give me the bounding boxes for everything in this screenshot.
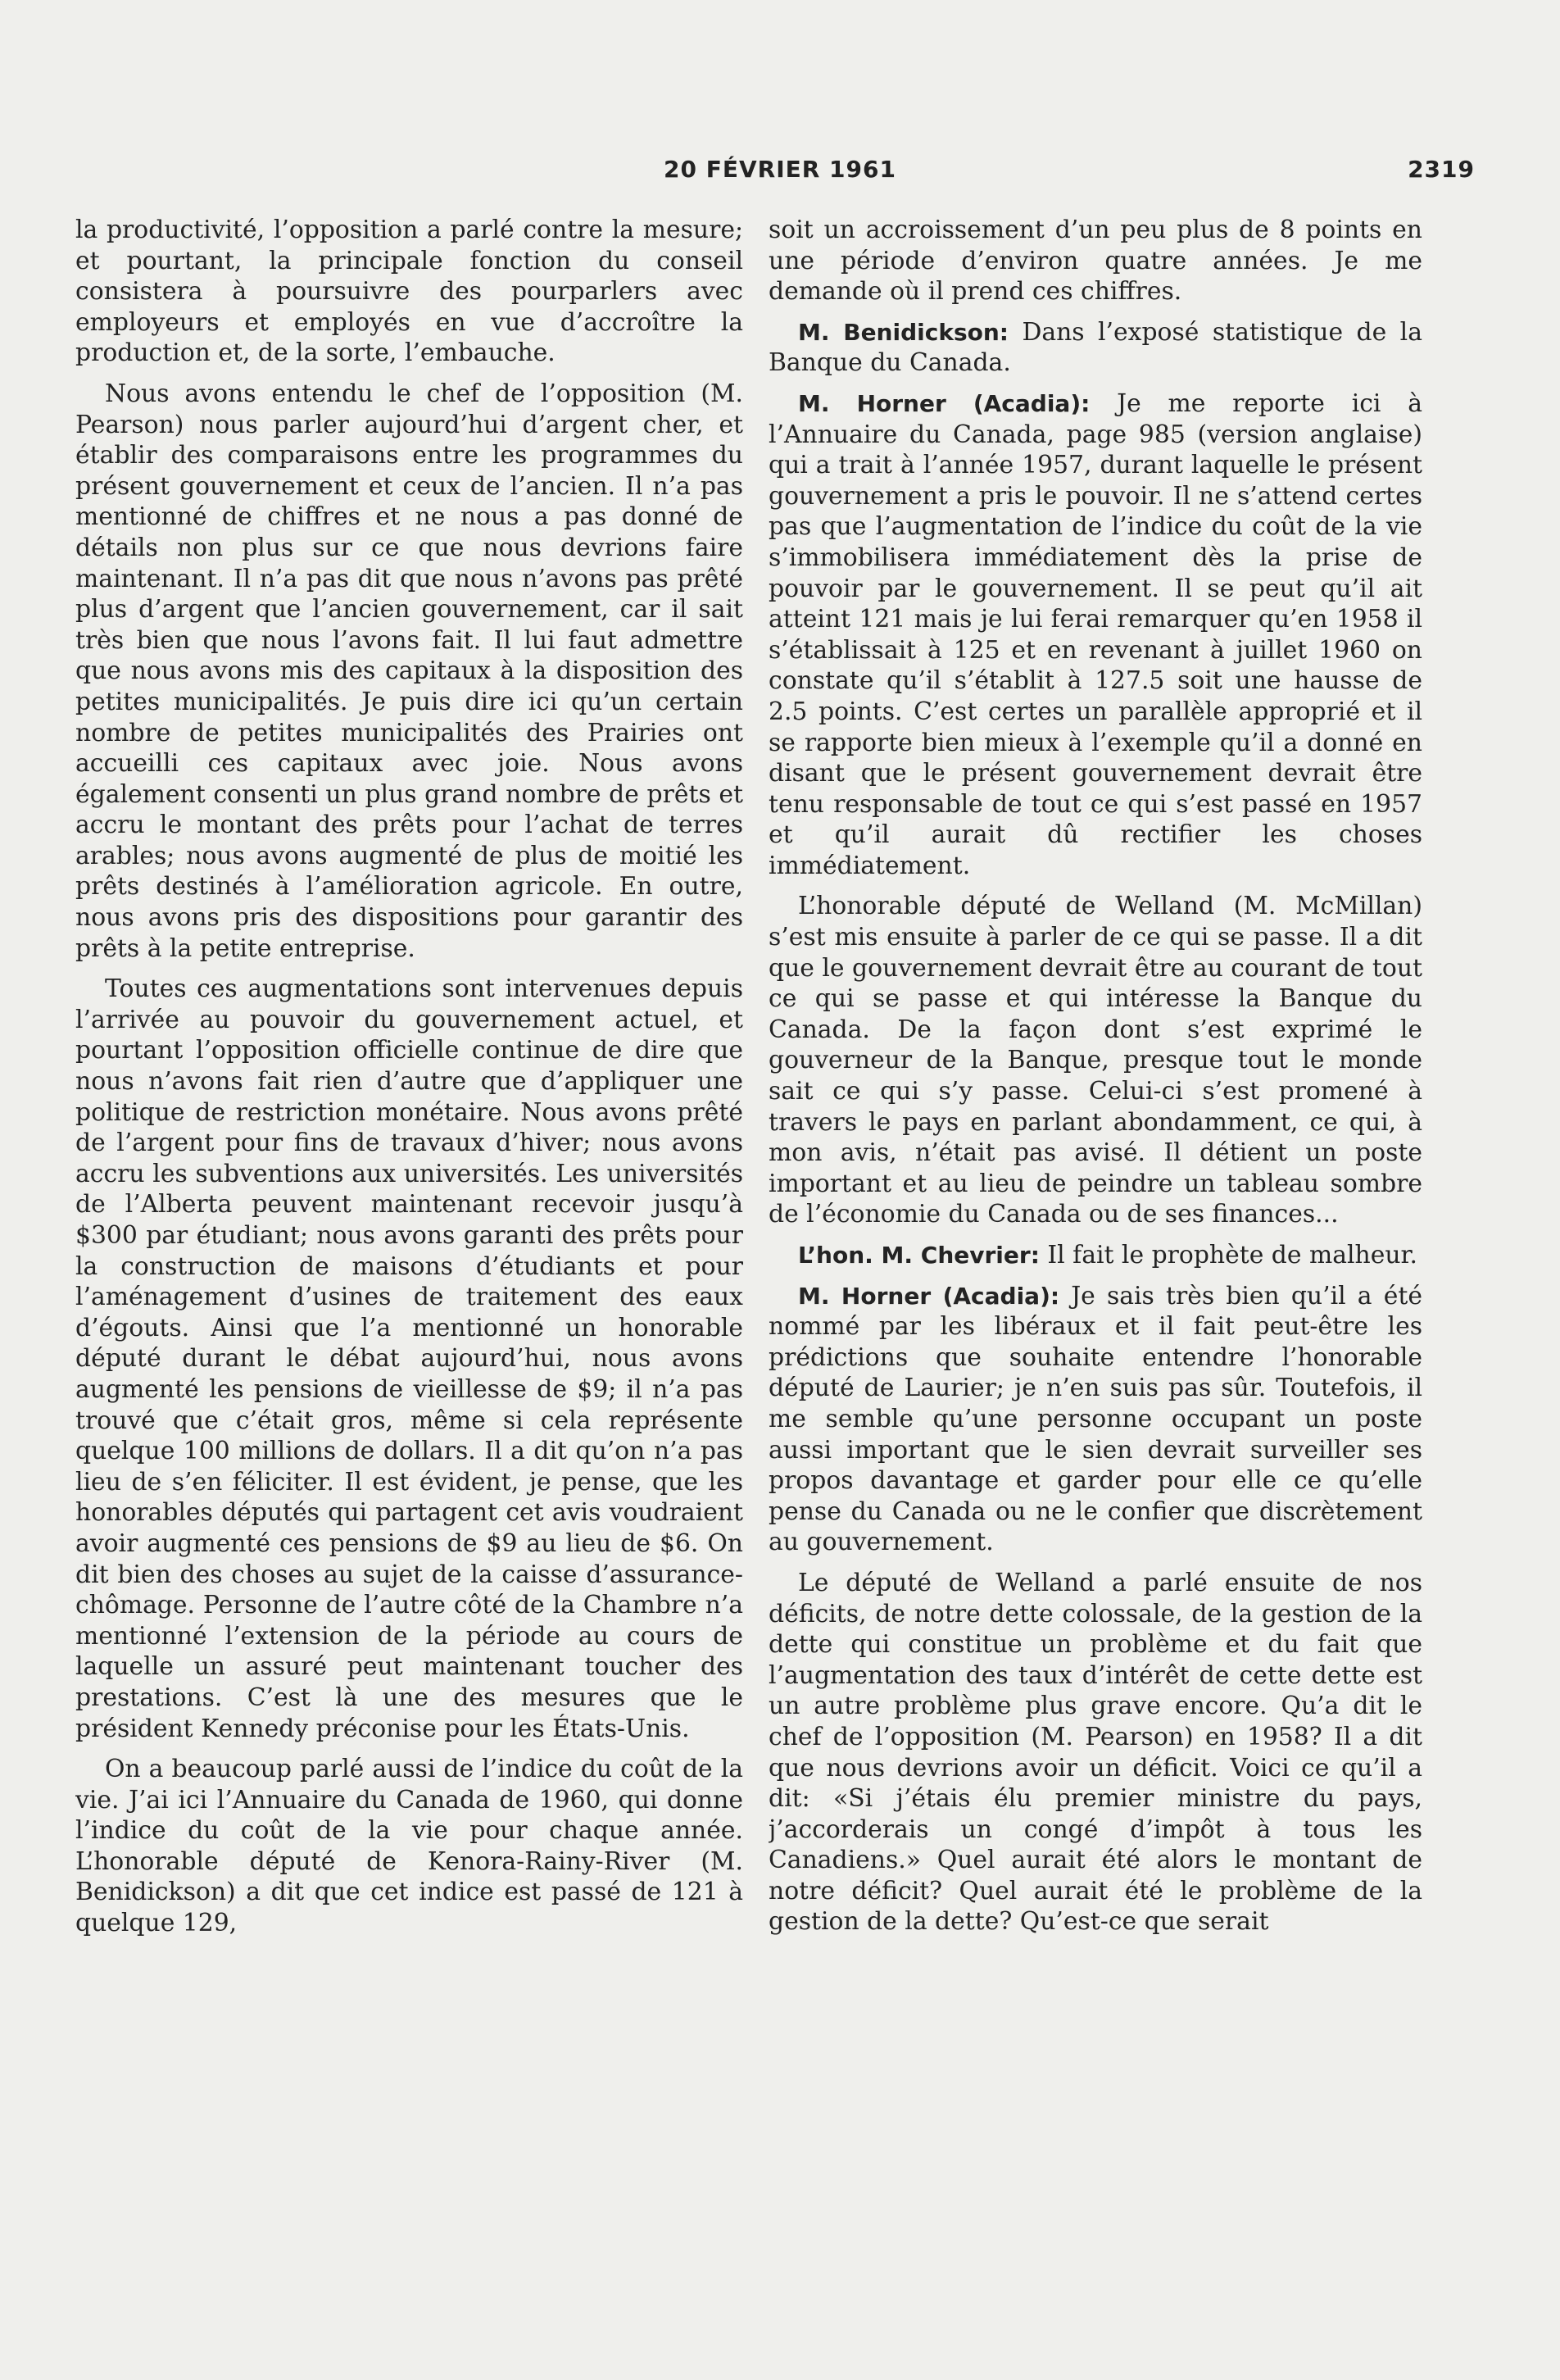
page-number: 2319 [1408,156,1475,183]
paragraph [75,1754,743,1939]
paragraph-text: Je me reporte ici à l’Annuaire du Canada, page 985 (version anglaise) qui a trait à l’année 1957, durant laquelle le présent gouvernement a pris le pouvoir. Il ne s’attend certes pas que l’augmentation de l’indice du coût de la vie s’immobilisera immédiatement dès la prise de pouvoir par le gouvernement. Il se peut qu’il ait atteint 121 mais je lui ferai remarquer qu’en 1958 il s’établissait à 125 et en revenant à juillet 1960 on constate qu’il s’établit à 127.5 soit une hausse de 2.5 points. C’est certes un parallèle approprié et il se rapporte bien mieux à l’exemple qu’il a donné en disant que le présent gouvernement devrait être tenu responsable de tout ce qui s’est passé en 1957 et qu’il aurait dû rectifier les choses immédiatement. [769,388,1422,880]
paragraph-text: Il fait le prophète de malheur. [1047,1241,1417,1269]
speaker-name: M. Benidickson: [798,318,1009,346]
paragraph [75,215,743,369]
paragraph [75,974,743,1744]
paragraph [769,388,1422,882]
paragraph-text: L’honorable député de Welland (M. McMillan) s’est mis ensuite à parler de ce qui se passe. Il a dit que le gouvernement devrait être au courant de tout ce qui se passe et qui intéresse la Banque du Canada. De la façon dont s’est exprimé le gouverneur de la Banque, presque tout le monde sait ce qui s’y passe. Celui-ci s’est promené à travers le pays en parlant abondamment, ce qui, à mon avis, n’était pas avisé. Il détient un poste important et au lieu de peindre un tableau sombre de l’économie du Canada ou de ses finances... [769,892,1422,1229]
paragraph [769,891,1422,1230]
paragraph-text: la productivité, l’opposition a parlé contre la mesure; et pourtant, la principale fonction du conseil consistera à poursuivre des pourparlers avec employeurs et employés en vue d’accroître la production et, de la sorte, l’embauche. [75,216,743,368]
paragraph-text: Nous avons entendu le chef de l’opposition (M. Pearson) nous parler aujourd’hui d’argent cher, et établir des comparaisons entre les programmes du présent gouvernement et ceux de l’ancien. Il n’a pas mentionné de chiffres et ne nous a pas donné de détails non plus sur ce que nous devrions faire maintenant. Il n’a pas dit que nous n’avons pas prêté plus d’argent que l’ancien gouvernement, car il sait très bien que nous l’avons fait. Il lui faut admettre que nous avons mis des capitaux à la disposition des petites municipalités. Je puis dire ici qu’un certain nombre de petites municipalités des Prairies ont accueilli ces capitaux avec joie. Nous avons également consenti un plus grand nombre de prêts et accru le montant des prêts pour l’achat de terres arables; nous avons augmenté de plus de moitié les prêts destinés à l’amélioration agricole. En outre, nous avons pris des dispositions pour garantir des prêts à la petite entreprise. [75,379,743,963]
header-date: 20 FÉVRIER 1961 [664,156,896,183]
paragraph-text: Le député de Welland a parlé ensuite de nos déficits, de notre dette colossale, de la gestion de la dette qui constitue un problème et du fait que l’augmentation des taux d’intérêt de cette dette est un autre problème plus grave encore. Qu’a dit le chef de l’opposition (M. Pearson) en 1958? Il a dit que nous devrions avoir un déficit. Voici ce qu’il a dit: «Si j’étais élu premier ministre du pays, j’accorderais un congé d’impôt à tous les Canadiens.» Quel aurait été alors le montant de notre déficit? Quel aurait été le problème de la gestion de la dette? Qu’est-ce que serait [769,1568,1422,1937]
speaker-name: M. Horner (Acadia): [798,1282,1060,1310]
speaker-name: M. Horner (Acadia): [798,389,1091,417]
paragraph-text: Toutes ces augmentations sont intervenues depuis l’arrivée au pouvoir du gouvernement actuel, et pourtant l’opposition officielle continue de dire que nous n’avons fait rien d’autre que d’appliquer une politique de restriction monétaire. Nous avons prêté de l’argent pour fins de travaux d’hiver; nous avons accru les subventions aux universités. Les universités de l’Alberta peuvent maintenant recevoir jusqu’à $300 par étudiant; nous avons garanti des prêts pour la construction de maisons d’étudiants et pour l’aménagement d’usines de traitement des eaux d’égouts. Ainsi que l’a mentionné un honorable député durant le débat aujourd’hui, nous avons augmenté les pensions de vieillesse de $9; il n’a pas trouvé que c’était gros, même si cela représente quelque 100 millions de dollars. Il a dit qu’on n’a pas lieu de s’en féliciter. Il est évident, je pense, que les honorables députés qui partagent cet avis voudraient avoir augmenté ces pensions de $9 au lieu de $6. On dit bien des choses au sujet de la caisse d’assurance-chômage. Personne de l’autre côté de la Chambre n’a mentionné l’extension de la période au cours de laquelle un assuré peut maintenant toucher des prestations. C’est là une des mesures que le président Kennedy préconise pour les États-Unis. [75,974,743,1743]
paragraph [769,1240,1422,1271]
paragraph [769,215,1422,307]
paragraph [769,1568,1422,1937]
speaker-name: L’hon. M. Chevrier: [798,1242,1040,1269]
paragraph-text: On a beaucoup parlé aussi de l’indice du coût de la vie. J’ai ici l’Annuaire du Canada de 1960, qui donne l’indice du coût de la vie pour chaque année. L’honorable député de Kenora-Rainy-River (M. Benidickson) a dit que cet indice est passé de 121 à quelque 129, [75,1755,743,1938]
paragraph-text: Dans l’exposé statistique de la Banque du Canada. [769,317,1422,378]
paragraph [769,1281,1422,1558]
paragraph-text: soit un accroissement d’un peu plus de 8 points en une période d’environ quatre années. Je me demande où il prend ces chiffres. [769,216,1422,307]
page-header [75,151,1485,190]
paragraph-text: Je sais très bien qu’il a été nommé par les libéraux et il fait peut-être les prédictions que souhaite entendre l’honorable député de Laurier; je n’en suis pas sûr. Toutefois, il me semble qu’une personne occupant un poste aussi important que le sien devrait surveiller ses propos davantage et garder pour elle ce qu’elle pense du Canada ou ne le confier que discrètement au gouvernement. [769,1281,1422,1557]
paragraph [75,379,743,964]
left-column [75,215,743,2247]
paragraph [769,317,1422,379]
right-column [769,215,1422,2247]
